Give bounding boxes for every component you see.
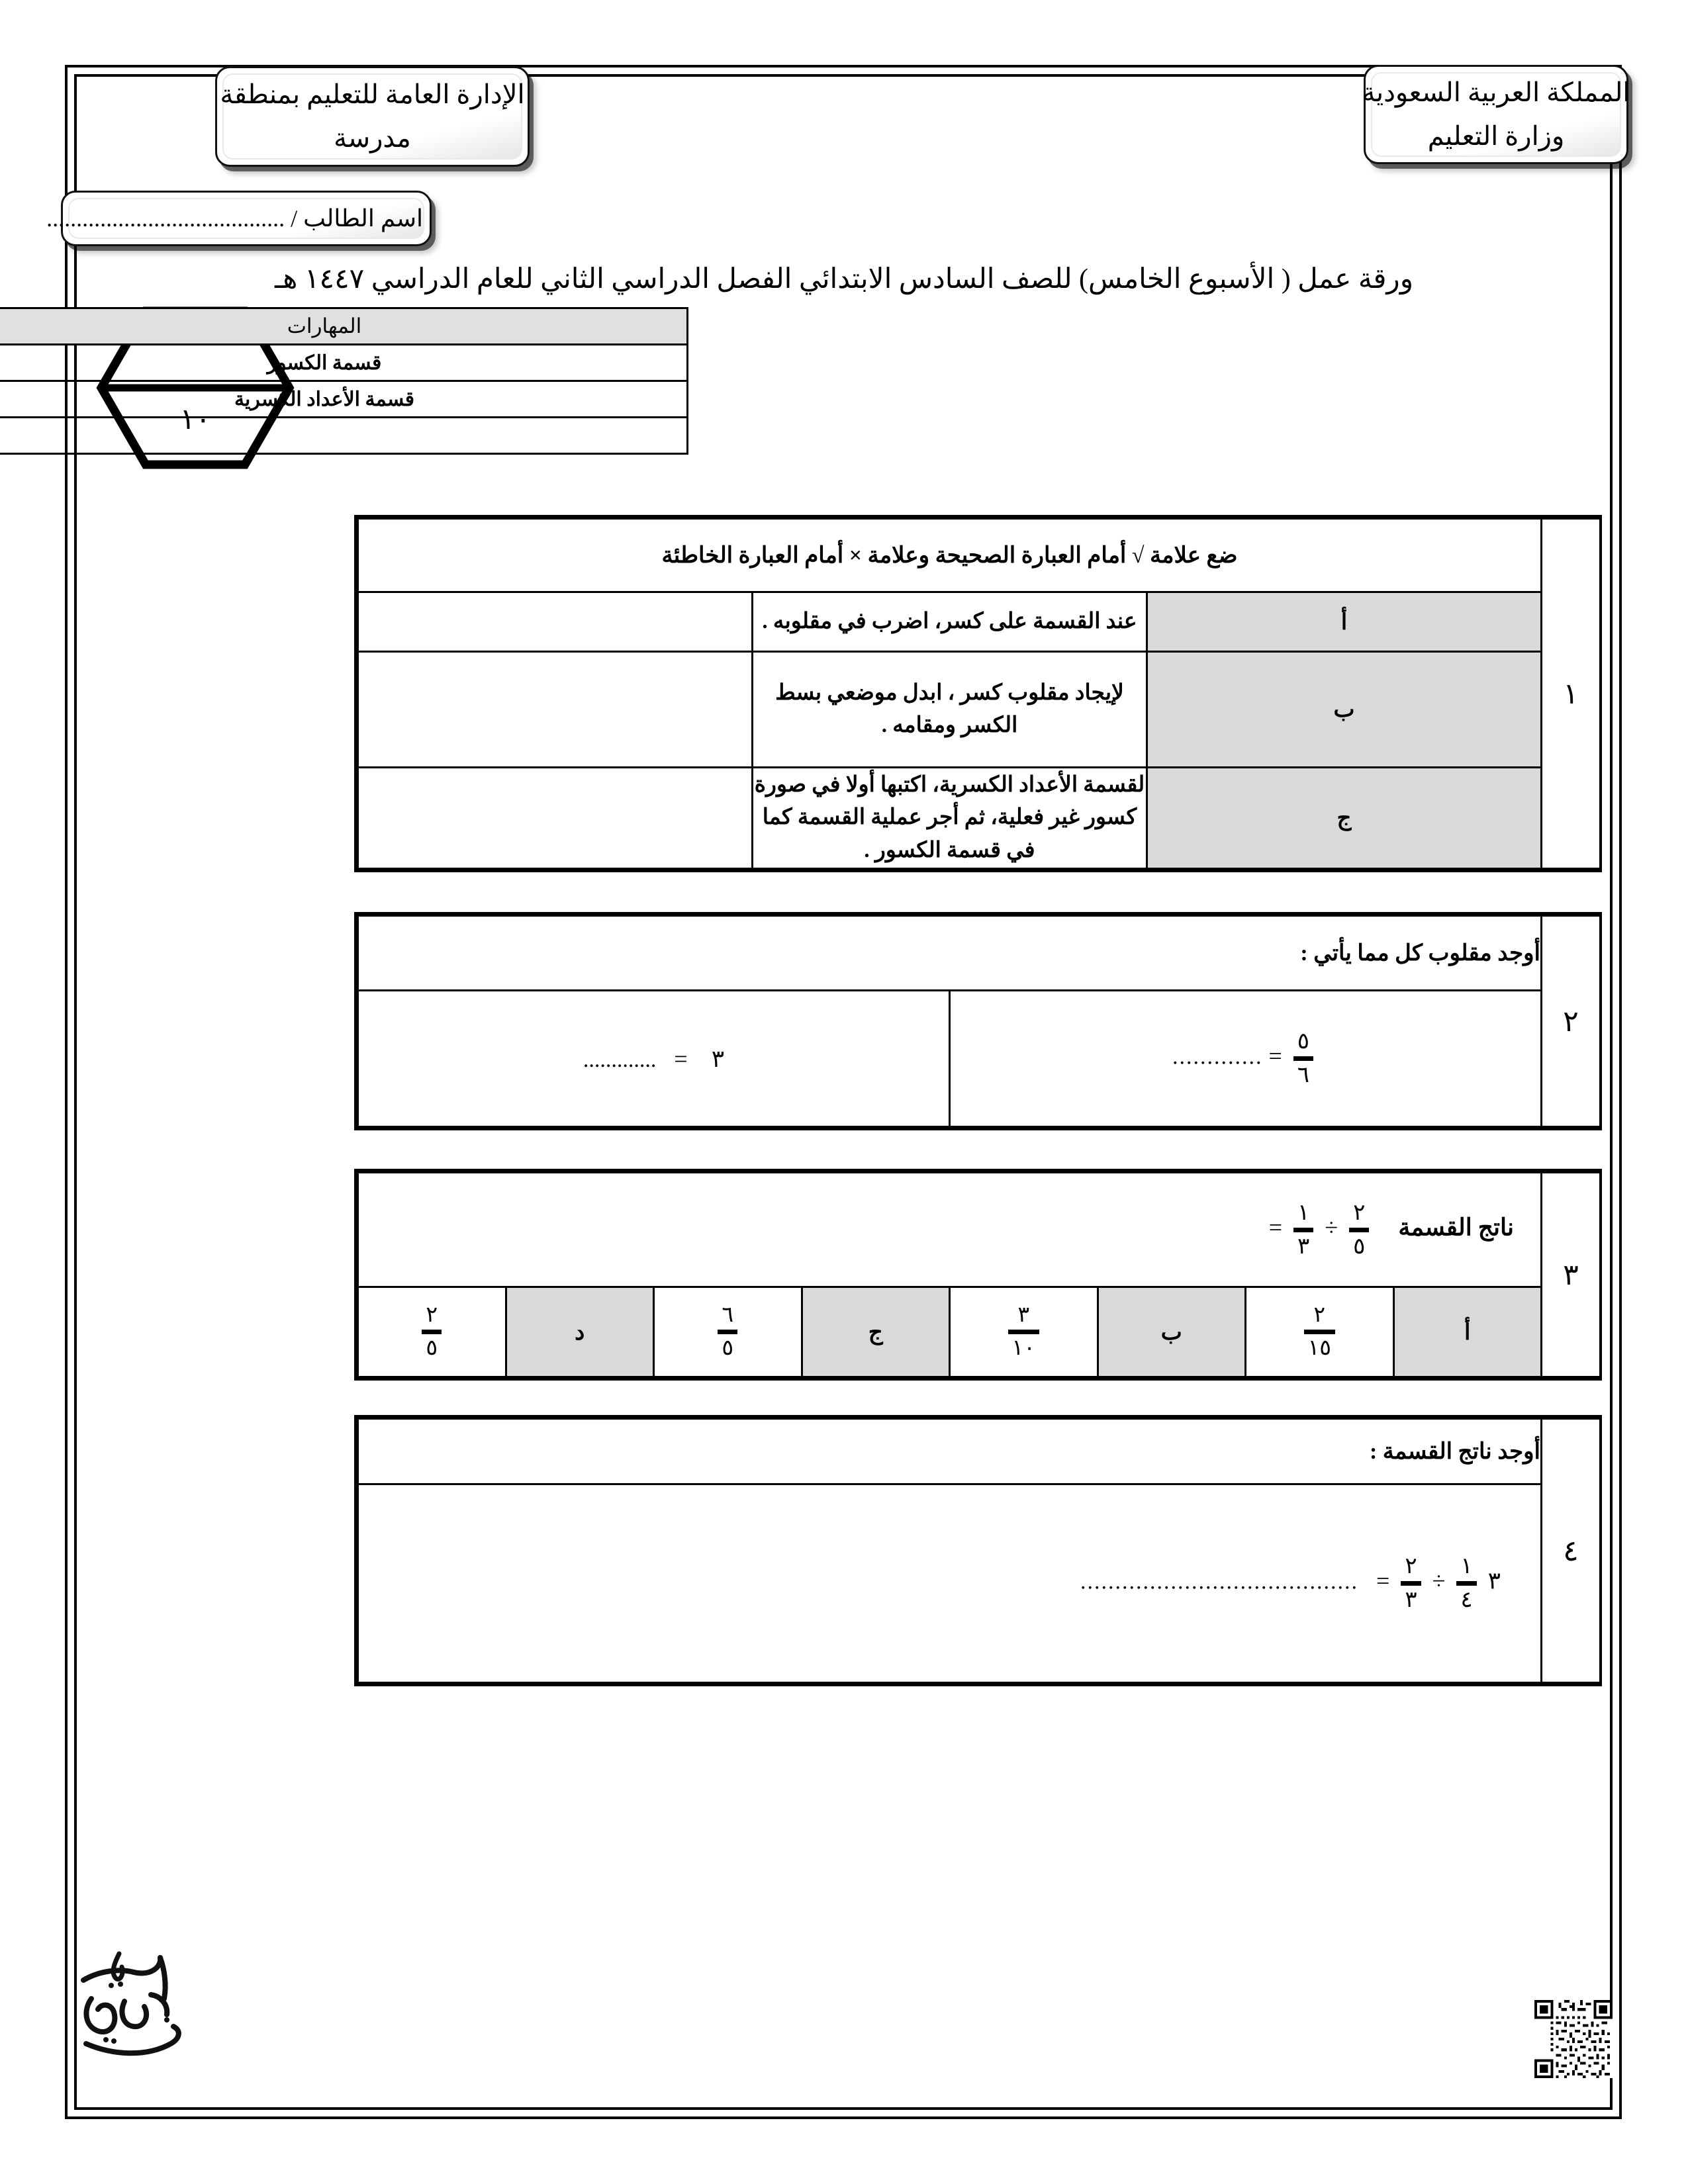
question-3-left-numerator: ٢ [1353,1200,1366,1225]
question-3-option-a-label[interactable]: أ [1393,1287,1542,1377]
question-3-right-denominator: ٣ [1297,1234,1310,1259]
option-b-fraction [1008,1304,1039,1359]
skills-header-cell: المهارات [0,308,688,345]
question-2-number: ٢ [1542,916,1600,1127]
question-3-left-fraction [1349,1201,1369,1258]
question-3-equals: = [1268,1214,1283,1241]
question-1-item-a-answer-box[interactable] [358,592,753,652]
question-2-answer-blank-b[interactable]: ............. [583,1047,657,1072]
fraction-bar-icon [718,1330,737,1334]
question-1-item-row [358,652,1600,768]
question-3-divide-operator-icon: ÷ [1325,1214,1338,1241]
option-a-fraction [1304,1304,1335,1359]
question-4-mixed-whole: ٣ [1487,1567,1501,1594]
header-row [46,77,1630,232]
option-d-denominator: ٥ [426,1336,438,1360]
question-1-item-b-text: لإيجاد مقلوب كسر ، ابدل موضعي بسط الكسر ومقامه . [753,652,1147,768]
question-4-table [357,1418,1599,1684]
question-1-item-row [358,592,1600,652]
student-name-box-inner [46,198,424,239]
question-2-cell-whole[interactable] [358,991,950,1127]
question-2-fraction-numerator: ٥ [1297,1029,1310,1054]
signature-svg [68,1938,207,2064]
question-4-equals: = [1376,1567,1390,1594]
question-1-item-a-label: أ [1147,592,1542,652]
fraction-bar-icon [1456,1581,1476,1586]
qr-svg [1534,2000,1613,2078]
question-3-right-fraction [1293,1201,1313,1258]
question-4-right-denominator: ٣ [1405,1588,1417,1612]
fraction-bar-icon [1304,1330,1335,1334]
question-4-right-numerator: ٢ [1405,1554,1417,1579]
question-3-table [357,1171,1599,1378]
question-2-equals-a: = [1268,1042,1282,1069]
question-4-right-fraction [1401,1555,1421,1612]
question-3-prompt-label: ناتج القسمة [1398,1214,1514,1241]
question-4-block [354,1415,1602,1686]
student-name-label: اسم الطالب / ........................................ [46,205,423,232]
question-3-expression [358,1173,1542,1287]
option-c-fraction [718,1304,737,1359]
question-3-number: ٣ [1542,1173,1600,1377]
worksheet-title: ورقة عمل ( الأسبوع الخامس) للصف السادس الابتدائي الفصل الدراسي الثاني للعام الدراسي ١٤٤٧ هـ [275,264,1413,295]
kingdom-ministry-box [1364,65,1628,164]
question-3-prompt-row [358,1173,1600,1287]
education-directorate-box-inner [220,73,525,159]
option-b-denominator: ١٠ [1011,1336,1035,1360]
question-3-option-c-value[interactable] [654,1287,802,1377]
question-4-prompt-row [358,1419,1600,1484]
question-3-option-d-value[interactable] [358,1287,506,1377]
skills-row [0,381,688,418]
option-a-numerator: ٢ [1313,1303,1326,1328]
question-2-prompt: أوجد مقلوب كل مما يأتي : [358,916,1542,991]
question-4-divide-operator-icon: ÷ [1432,1567,1446,1594]
question-4-number: ٤ [1542,1419,1600,1683]
skill-cell-3 [0,418,688,454]
fraction-bar-icon [1349,1228,1369,1232]
question-2-table [357,915,1599,1128]
question-1-prompt: ضع علامة √ أمام العبارة الصحيحة وعلامة × أمام العبارة الخاطئة [358,519,1542,592]
question-3-option-b-value[interactable] [950,1287,1098,1377]
question-4-mixed-denominator: ٤ [1460,1588,1473,1612]
question-1-item-a-text: عند القسمة على كسر، اضرب في مقلوبه . [753,592,1147,652]
fraction-bar-icon [1401,1581,1421,1586]
fraction-bar-icon [422,1330,442,1334]
question-4-expression[interactable] [358,1484,1542,1683]
question-1-item-c-answer-box[interactable] [358,768,753,869]
marks-total-value: ١٠ [179,403,211,435]
option-a-denominator: ١٥ [1307,1336,1331,1360]
question-1-item-c-label: ج [1147,768,1542,869]
skills-table [0,307,688,455]
education-directorate-box [215,66,530,167]
question-4-prompt: أوجد ناتج القسمة : [358,1419,1542,1484]
question-3-left-denominator: ٥ [1353,1234,1366,1259]
question-1-number: ١ [1542,519,1600,869]
question-2-equals-b: = [674,1045,688,1072]
question-1-item-c-text: لقسمة الأعداد الكسرية، اكتبها أولا في صورة كسور غير فعلية، ثم أجر عملية القسمة كما في قسمة الكسور . [753,768,1147,869]
question-3-block [354,1169,1602,1381]
option-c-numerator: ٦ [722,1303,734,1328]
fraction-bar-icon [1293,1056,1313,1061]
question-1-item-b-label: ب [1147,652,1542,768]
skill-cell-1: قسمة الكسور [0,345,688,381]
option-d-fraction [422,1304,442,1359]
question-3-options-row [358,1287,1600,1377]
skill-cell-2: قسمة الأعداد الكسرية [0,381,688,418]
question-4-mixed-fraction [1456,1555,1476,1612]
question-2-answer-blank-a[interactable]: ............. [1172,1044,1263,1069]
skills-row [0,418,688,454]
question-2-fraction-denominator: ٦ [1297,1063,1310,1087]
question-3-option-d-label[interactable]: د [506,1287,654,1377]
option-d-numerator: ٢ [426,1303,438,1328]
page-content [46,77,1630,2097]
kingdom-line: المملكة العربية السعودية [1362,77,1630,107]
question-4-answer-row [358,1484,1600,1683]
qr-code-icon [1534,2000,1613,2078]
question-2-block [354,912,1602,1130]
directorate-line: الإدارة العامة للتعليم بمنطقة [220,79,525,109]
question-4-mixed-number [1451,1555,1501,1612]
question-2-prompt-row [358,916,1600,991]
question-1-item-b-answer-box[interactable] [358,652,753,768]
question-3-option-a-value[interactable] [1246,1287,1394,1377]
question-4-mixed-numerator: ١ [1460,1554,1473,1579]
skills-header-row [0,308,688,345]
question-2-answer-row [358,991,1600,1127]
question-2-cell-fraction[interactable] [950,991,1542,1127]
question-1-prompt-row [358,519,1600,592]
question-3-option-c-label[interactable]: ج [802,1287,950,1377]
school-line: مدرسة [334,123,411,153]
question-1-block [354,515,1602,872]
option-c-denominator: ٥ [722,1336,734,1360]
question-3-option-b-label[interactable]: ب [1098,1287,1246,1377]
question-1-table [357,518,1599,870]
question-3-right-numerator: ١ [1297,1200,1310,1225]
student-name-box[interactable] [46,191,432,246]
kingdom-ministry-box-inner [1362,72,1630,157]
question-4-answer-blank[interactable]: ........................................ [1080,1569,1359,1594]
calligraphy-signature-icon [68,1938,207,2064]
skills-row [0,345,688,381]
question-1-item-row [358,768,1600,869]
option-b-numerator: ٣ [1017,1303,1030,1328]
question-2-fraction [1293,1030,1313,1087]
question-2-whole-value: ٣ [711,1045,725,1072]
marks-and-skills-row [86,302,1602,480]
fraction-bar-icon [1008,1330,1039,1334]
ministry-line: وزارة التعليم [1427,121,1565,151]
fraction-bar-icon [1293,1228,1313,1232]
